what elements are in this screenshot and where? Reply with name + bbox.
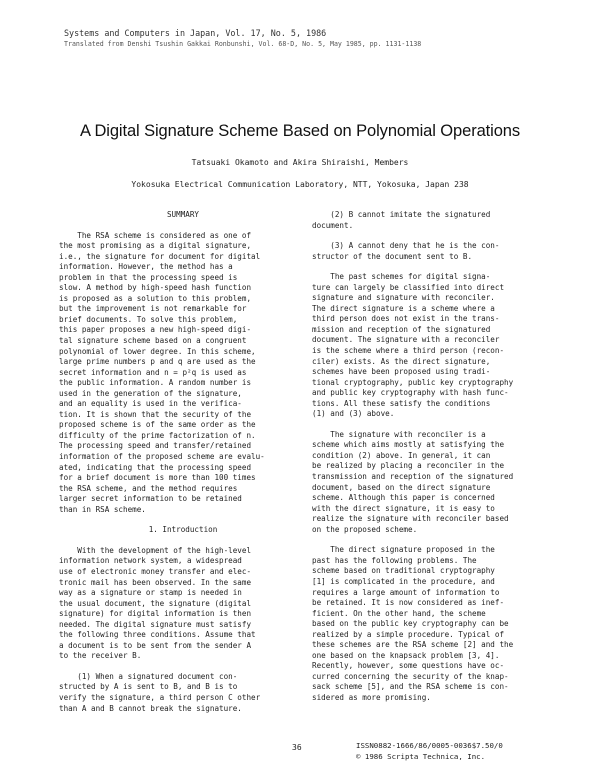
text-line: requires a large amount of information to — [312, 587, 500, 597]
text-line: signature and signature with reconciler. — [312, 293, 495, 303]
text-line: The processing speed and transfer/retained — [59, 441, 252, 451]
text-line: verify the signature, a third person C other — [59, 692, 261, 702]
text-line: structor of the document sent to B. — [312, 251, 473, 261]
text-line: this paper proposes a new high-speed digi- — [59, 325, 252, 335]
text-line: (1) When a signatured document con- — [59, 671, 238, 681]
intro-heading: 1. Introduction — [148, 525, 218, 535]
summary-heading: SUMMARY — [166, 210, 199, 219]
text-line: (2) B cannot imitate the signatured — [312, 210, 491, 219]
condition-2-paragraph — [312, 210, 552, 231]
text-line: based on the public key cryptography can be — [312, 619, 509, 629]
text-line: the RSA scheme, and the method requires — [59, 483, 238, 493]
text-line: be realized by placing a reconciler in the — [312, 461, 505, 471]
text-line: proposed scheme is of the same order as the — [59, 420, 256, 430]
text-line: problem in that the processing speed is — [59, 272, 238, 282]
text-line: tronic mail has been observed. In the same — [59, 577, 252, 587]
text-line: (3) A cannot deny that he is the con- — [312, 241, 500, 251]
text-line: tions. All these satisfy the conditions — [312, 398, 491, 408]
text-line: is the scheme where a third person (recon- — [312, 346, 505, 356]
text-line: on the proposed scheme. — [312, 524, 418, 534]
text-line: past has the following problems. The — [312, 555, 477, 565]
affiliation: Yokosuka Electrical Communication Laboratory, NTT, Yokosuka, Japan 238 — [131, 180, 469, 189]
left-column — [59, 210, 307, 724]
text-line: curred concerning the security of the knap- — [312, 671, 509, 681]
text-line: a document is to be sent from the sender A — [59, 640, 252, 650]
text-line: and an equality is used in the verifica- — [59, 399, 242, 409]
text-line: one based on the knapsack problem [3, 4]. — [312, 650, 500, 660]
text-line: difficulty of the prime factorization of n. — [59, 430, 256, 440]
intro-paragraph — [59, 546, 307, 662]
text-line: i.e., the signature for document for digital — [59, 251, 261, 261]
text-line: third person does not exist in the trans- — [312, 314, 500, 324]
text-line: realized by a simple procedure. Typical of — [312, 629, 505, 639]
text-line: tional cryptography, public key cryptography — [312, 377, 514, 387]
text-line: scheme. Although this paper is concerned — [312, 493, 495, 503]
translation-source: Translated from Denshi Tsushin Gakkai Ronbunshi, Vol. 68-D, No. 5, May 1985, pp. 1131-1138 — [64, 40, 422, 48]
text-line: With the development of the high-level — [59, 545, 252, 555]
text-line: scheme based on traditional cryptography — [312, 566, 495, 576]
issn-line: ISSN0882-1666/86/0005-0036$7.50/0 — [356, 741, 503, 750]
text-line: ficient. On the other hand, the scheme — [312, 608, 486, 618]
past-schemes-paragraph — [312, 272, 552, 420]
text-line: realize the signature with reconciler based — [312, 514, 509, 524]
text-line: ture can largely be classified into direct — [312, 282, 505, 292]
text-line: used in the generation of the signature, — [59, 388, 242, 398]
authors: Tatsuaki Okamoto and Akira Shiraishi, Members — [191, 158, 409, 167]
text-line: scheme which aims mostly at satisfying the — [312, 440, 505, 450]
paper-title: A Digital Signature Scheme Based on Polynomial Operations — [79, 122, 521, 140]
text-line: condition (2) above. In general, it can — [312, 450, 491, 460]
text-line: way as a signature or stamp is needed in — [59, 588, 242, 598]
text-line: needed. The digital signature must satisfy — [59, 619, 252, 629]
text-line: these schemes are the RSA scheme [2] and the — [312, 640, 514, 650]
journal-citation: Systems and Computers in Japan, Vol. 17, No. 5, 1986 — [64, 28, 327, 38]
copyright-line: © 1986 Scripta Technica, Inc. — [356, 752, 486, 761]
text-line: the most promising as a digital signature, — [59, 241, 252, 251]
text-line: larger secret information to be retained — [59, 494, 242, 504]
text-line: Recently, however, some questions have oc- — [312, 661, 505, 671]
text-line: signature) for digital information is then — [59, 609, 252, 619]
text-line: document. — [312, 220, 354, 230]
text-line: (1) and (3) above. — [312, 409, 395, 419]
direct-signature-paragraph — [312, 545, 552, 703]
text-line: transmission and reception of the signatured — [312, 472, 514, 482]
text-line: use of electronic money transfer and elec- — [59, 566, 252, 576]
right-column — [312, 210, 552, 714]
text-line: schemes have been proposed using tradi- — [312, 367, 491, 377]
summary-paragraph — [59, 231, 307, 516]
text-line: the following three conditions. Assume that — [59, 630, 256, 640]
text-line: with the direct signature, it is easy to — [312, 503, 495, 513]
text-line: The signature with reconciler is a — [312, 429, 486, 439]
text-line: [1] is complicated in the procedure, and — [312, 576, 495, 586]
reconciler-paragraph — [312, 430, 552, 535]
text-line: The direct signature is a scheme where a — [312, 303, 495, 313]
text-line: information. However, the method has a — [59, 262, 233, 272]
text-line: than A and B cannot break the signature. — [59, 703, 242, 713]
text-line: and public key cryptography with hash func- — [312, 388, 509, 398]
text-line: document, based on the direct signature — [312, 482, 491, 492]
text-line: brief documents. To solve this problem, — [59, 314, 238, 324]
condition-3-paragraph — [312, 241, 552, 262]
text-line: large prime numbers p and q are used as the — [59, 357, 256, 367]
text-line: sidered as more promising. — [312, 692, 431, 702]
text-line: information of the proposed scheme are evalu- — [59, 452, 265, 462]
text-line: document. The signature with a reconciler — [312, 335, 500, 345]
text-line: is proposed as a solution to this problem, — [59, 293, 252, 303]
text-line: The direct signature proposed in the — [312, 545, 495, 555]
text-line: for a brief document is more than 100 times — [59, 473, 256, 483]
text-line: slow. A method by high-speed hash function — [59, 283, 252, 293]
text-line: to the receiver B. — [59, 651, 142, 661]
text-line: ciler) exists. As the direct signature, — [312, 356, 491, 366]
text-line: the usual document, the signature (digital — [59, 598, 252, 608]
text-line: polynomial of lower degree. In this scheme, — [59, 346, 256, 356]
text-line: ated, indicating that the processing speed — [59, 462, 252, 472]
text-line: The RSA scheme is considered as one of — [59, 230, 252, 240]
text-line: secret information and n = p²q is used as — [59, 367, 247, 377]
condition-1-paragraph — [59, 672, 307, 714]
page-number: 36 — [292, 743, 302, 752]
text-line: tal signature scheme based on a congruent — [59, 336, 247, 346]
text-line: tion. It is shown that the security of the — [59, 409, 252, 419]
text-line: mission and reception of the signatured — [312, 324, 491, 334]
text-line: structed by A is sent to B, and B is to — [59, 682, 238, 692]
text-line: than in RSA scheme. — [59, 504, 146, 514]
text-line: but the improvement is not remarkable for — [59, 304, 247, 314]
text-line: information network system, a widespread — [59, 556, 242, 566]
text-line: be retained. It is now considered as inef- — [312, 598, 505, 608]
text-line: sack scheme [5], and the RSA scheme is con- — [312, 682, 509, 692]
text-line: the public information. A random number is — [59, 378, 252, 388]
text-line: The past schemes for digital signa- — [312, 272, 491, 282]
